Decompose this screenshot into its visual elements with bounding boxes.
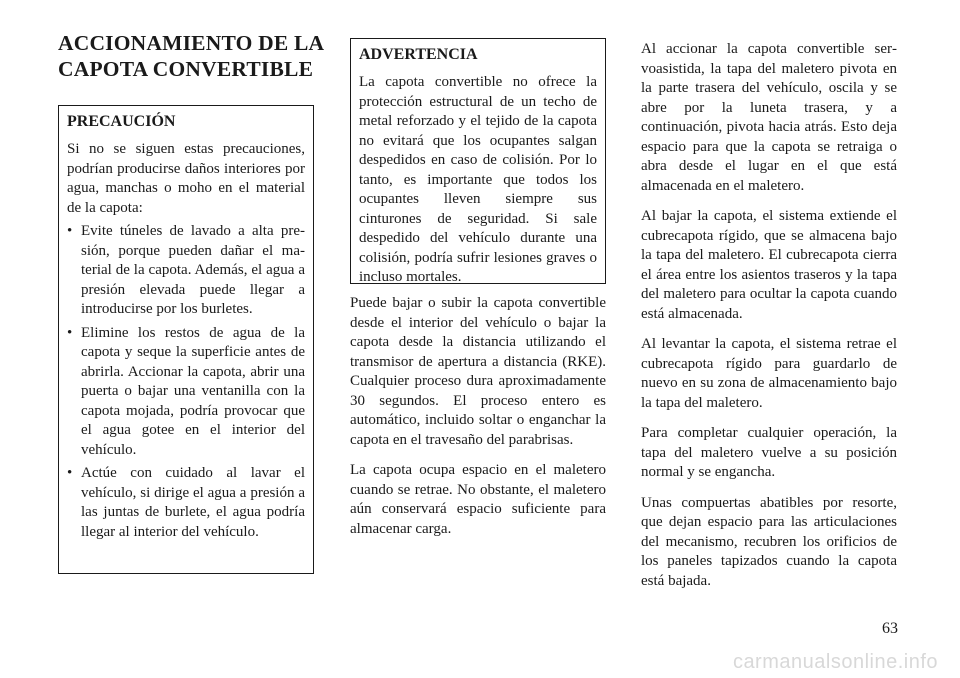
caution-bullet-list [67,222,305,542]
caution-bullet-text: Elimine los restos de agua de la capota y seque la superficie antes de abrirla. Accionar la capota, abrir una puerta o bajar una ventanilla con la capota mojada, podría provocar que el agua gotee en el interior del vehículo. [81,324,305,458]
caution-box [58,105,314,574]
paragraph: Para completar cualquier operación, la tapa del maletero vuelve a su posición normal y se engancha. [641,425,897,480]
warning-text: La capota convertible no ofrece la protección estructural de un techo de metal reforzado y el tejido de la capota no evitará que los ocupantes salgan despedidos en caso de colisión. Por lo tanto, es importante que todos los ocupantes lleven siempre sus cinturones de seguridad. Si sale despedido del vehículo durante una colisión, podría sufrir lesiones graves o incluso mortales. [359,74,597,285]
caution-bullet [67,324,305,461]
caution-heading: PRECAUCIÓN [67,113,176,130]
bullet-icon: • [67,223,73,239]
warning-heading: ADVERTENCIA [359,46,478,63]
paragraph: Al accionar la capota convertible servoasistida, la tapa del maletero pivota en la parte trasera del vehículo, oscila y se abre por la luneta trasera, y a continuación, pivota hacia atrás. Esto deja espacio para que la capota se retraiga o abra desde el lugar en el que está almacenada en el maletero. [641,41,897,194]
paragraph: La capota ocupa espacio en el maletero cuando se retrae. No obstante, el maletero aún conservará espacio suficiente para almacenar carga. [350,462,606,537]
bullet-icon: • [67,324,73,341]
watermark: carmanualsonline.info [732,651,938,673]
bullet-icon: • [67,465,73,481]
caution-bullet [67,222,305,320]
caution-bullet-text: Actúe con cuidado al lavar el vehículo, si dirige el agua a presión a las juntas de burlete, el agua podría llegar al interior del vehículo. [81,465,305,540]
warning-box [350,38,606,284]
section-title: ACCIONAMIENTO DE LA CAPOTA CONVERTIBLE [58,31,324,81]
paragraph: Puede bajar o subir la capota convertible desde el interior del vehículo o bajar la capota desde la distancia utilizando el transmisor de apertura a distancia (RKE). Cualquier proceso dura aproximadamente 30 segundos. El proceso entero es automático, incluido soltar o enganchar la capota en el travesaño del parabrisas. [350,295,606,448]
caution-bullet-text: Evite túneles de lavado a alta presión, porque pueden dañar el material de la capota. Además, el agua a presión elevada puede llegar a introducirse por los burletes. [81,223,305,317]
column-2-body [350,294,606,539]
page-number: 63 [882,620,898,637]
paragraph: Unas compuertas abatibles por resorte, que dejan espacio para las articulaciones del mecanismo, recubren los orificios de los paneles tapizados cuando la capota está bajada. [641,494,897,589]
column-3-body [641,40,897,591]
paragraph: Al bajar la capota, el sistema extiende el cubrecapota rígido, que se almacena bajo la tapa del maletero. El cubrecapota cierra el área entre los asientos traseros y la tapa del maletero para ocultar la capota cuando está almacenada. [641,208,897,322]
paragraph: Al levantar la capota, el sistema retrae el cubrecapota rígido para guardarlo de nuevo en su zona de almacenamiento bajo la tapa del maletero. [641,336,897,411]
caution-intro: Si no se siguen estas precauciones, podrían producirse daños interiores por agua, manchas o moho en el material de la capota: [67,141,305,216]
caution-bullet [67,464,305,542]
